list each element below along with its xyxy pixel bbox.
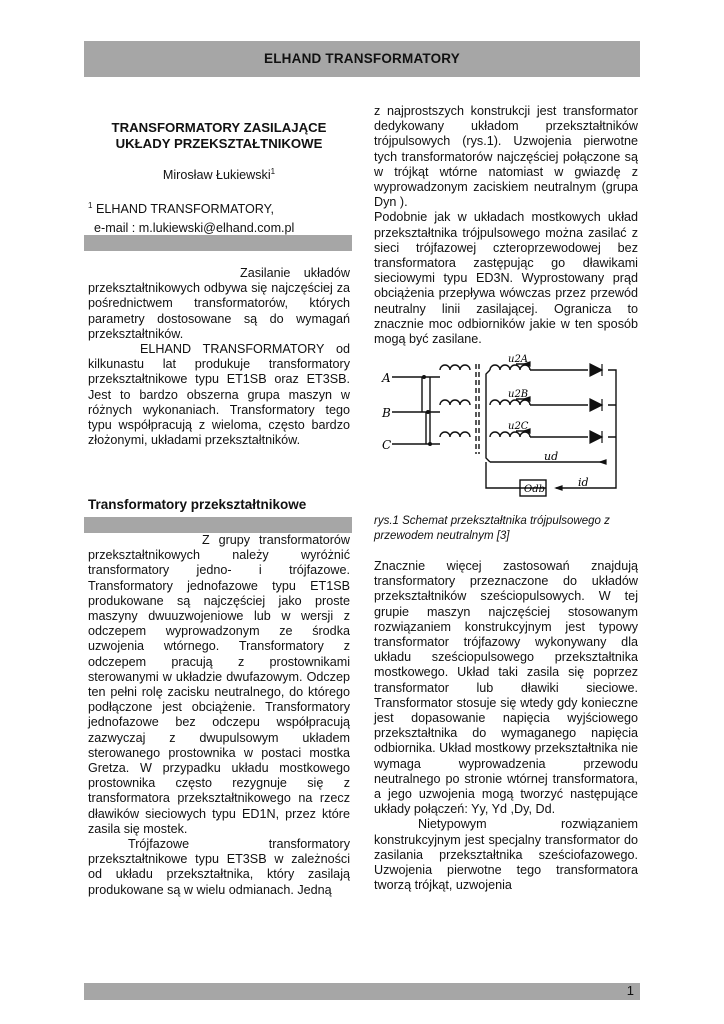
id-label: id <box>578 476 589 489</box>
u2c-label: u2C <box>508 421 529 432</box>
right-paragraph-3: Znacznie więcej zastosowań znajdują transformatory przeznaczone do układów przekształtników sześciopulsowych. W tej grupie maszyn najczęściej stosowanym rozwiązaniem konstrukcyjnym jest typowy transformator trójfazowy wykonywany dla układu sześciopulsowego przekształtnika mostkowego. Układ taki zasila się poprzez transformator lub dławiki sieciowe. Transformator stosuje się wtedy gdy konieczne jest dopasowanie napięcia wyjściowego przekształtnika do wymaganego napięcia odbiornika. Układ mostkowy przekształtnika nie wymaga wyprowadzenia przewodu neutralnego po stronie wtórnej transformatora, a jego uzwojenia mogą tworzyć następujące układy połączeń: Yy, Yd ,Dy, Dd. <box>374 559 638 817</box>
article-title: TRANSFORMATORY ZASILAJĄCE UKŁADY PRZEKSZTAŁTNIKOWE <box>111 120 327 151</box>
intro-paragraph-1: Zasilanie układów przekształtnikowych odbywa się najczęściej za pośrednictwem transformatorów, których parametry dostosowane są do wymagań przekształtników. <box>88 266 350 341</box>
odb-label: Odb <box>524 484 546 495</box>
running-header-title: ELHAND TRANSFORMATORY <box>264 51 460 66</box>
right-paragraph-2: Podobnie jak w układach mostkowych układ przekształtnika trójpulsowego można zasilać z sieci trójfazowej czteroprzewodowej bez transformatora zastępując go dławikami sieciowymi typu ED3N. Wyprostowany prąd obciążenia przepływa wówczas przez przewód neutralny linii zasilającej. Ogranicza to znacznie moc odbiorników jakie w ten sposób mogą być zasilane. <box>374 210 638 347</box>
affiliation: $^1$ ELHAND TRANSFORMATORY, e-mail : m.lukiewski@elhand.com.pl <box>88 196 294 238</box>
ud-label: ud <box>544 450 559 463</box>
header-bar <box>84 41 640 77</box>
u2a-label: u2A <box>508 354 529 365</box>
section-heading: Transformatory przekształtnikowe <box>88 497 307 512</box>
phase-b-label: B <box>382 406 391 420</box>
author-name: Mirosław Łukiewski$^1$ <box>162 167 276 183</box>
figure-caption: rys.1 Schemat przekształtnika trójpulsowego z przewodem neutralnym [3] <box>374 515 610 542</box>
email: e-mail : m.lukiewski@elhand.com.pl <box>94 221 295 236</box>
page-number: 1 <box>626 983 634 998</box>
section-paragraph-2: Trójfazowe transformatory przekształtnikowe typu ET3SB w zależności od układu przekształtnika, który zasilają produkowane są w wielu odmianach. Jedną <box>88 837 350 897</box>
section-paragraph-1: Z grupy transformatorów przekształtnikowych należy wyróżnić transformatory jedno- i trójfazowe. Transformatory jednofazowe typu ET1SB produkowane są najczęściej jako proste maszyny dwuuzwojeniowe lub w wersji z odczepem wyprowadzonym ze środka uzwojenia wtórnego. Transformatory z odczepem pracują z prostownikami sterowanymi w układzie dwufazowym. Odczep ten pełni rolę zacisku neutralnego, do którego podłączone jest obciążenie. Transformatory jednofazowe bez odczepu współpracują zazwyczaj z dwupulsowym układem sterowanego prostownika w postaci mostka Gretza. W przypadku układu mostkowego prostownika często rezygnuje się z transformatora przekształtnikowego na rzecz dławików sieciowych typu ED1N, przez które zasila się mostek. <box>88 533 350 836</box>
divider-bar <box>84 235 352 251</box>
phase-c-label: C <box>382 438 392 452</box>
circuit-diagram <box>378 352 640 502</box>
u2b-label: u2B <box>508 389 529 400</box>
intro-paragraph-2: ELHAND TRANSFORMATORY od kilkunastu lat produkuje transformatory przekształtnikowe typu ET1SB oraz ET3SB. Jest to bardzo obszerna grupa maszyn w różnych wykonaniach. Transformatory tego typu współpracują z wieloma, często bardzo złożonymi, układami przekształtników. <box>88 342 350 448</box>
phase-a-label: A <box>382 371 391 385</box>
right-column-bottom <box>374 559 638 893</box>
right-paragraph-1: z najprostszych konstrukcji jest transformator dedykowany układom przekształtników trójpulsowych (rys.1). Uzwojenia pierwotne tych transformatorów najczęściej połączone są w trójkąt wtórne natomiast w gwiazdę z wyprowadzonym zaciskiem neutralnym (grupa Dyn ). <box>374 104 638 210</box>
footer-bar <box>84 983 640 1000</box>
left-column-section <box>88 533 350 898</box>
right-paragraph-4: Nietypowym rozwiązaniem konstrukcyjnym jest specjalny transformator do zasilania przekształtnika sześciofazowego. Uzwojenia pierwotne tego transformatora tworzą trójkąt, uzwojenia <box>374 817 638 893</box>
divider-bar <box>84 517 352 533</box>
left-column-intro <box>88 266 350 448</box>
right-column-top <box>374 104 638 347</box>
